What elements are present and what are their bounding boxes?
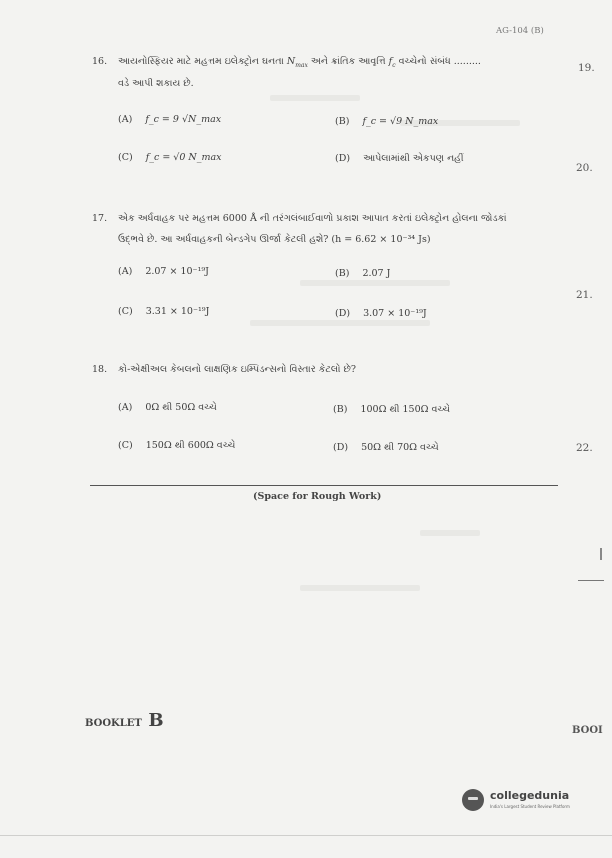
watermark-brand: collegedunia [490, 789, 570, 802]
bleed-through-mark [250, 320, 430, 326]
option-label: (A) [118, 266, 133, 277]
option-text: 3.07 × 10⁻¹⁹J [363, 308, 427, 319]
watermark-tagline: India's Largest Student Review Platform [490, 804, 570, 809]
q17-option-a[interactable] [118, 266, 209, 277]
question-18-text: કો-એક્ષીઅલ કેબલનો લાક્ષણિક ઇમ્પિડન્સનો વિસ્તાર કેટલો છે? [118, 364, 356, 375]
option-label: (D) [333, 442, 349, 453]
option-label: (B) [335, 116, 350, 127]
q17-option-c[interactable] [118, 306, 209, 317]
q17-option-b[interactable] [335, 268, 390, 279]
question-16-text-part3: વચ્ચેનો સંબંધ ......... [398, 56, 481, 67]
option-text: 0Ω થી 50Ω વચ્ચે [145, 402, 217, 413]
option-text: આપેલામાંથી એકપણ નહીં [363, 153, 464, 164]
option-label: (A) [118, 114, 133, 125]
option-text: 2.07 J [362, 268, 391, 279]
edge-mark [578, 580, 604, 581]
option-label: (C) [118, 152, 133, 163]
next-page-booklet-edge: BOOI [572, 725, 603, 736]
option-label: (B) [333, 404, 348, 415]
paper-code: AG-104 (B) [496, 26, 544, 36]
collegedunia-logo-icon [462, 789, 484, 811]
option-text: f_c = √0 N_max [145, 152, 222, 163]
option-label: (A) [118, 402, 133, 413]
booklet-word: BOOKLET [85, 718, 142, 729]
bleed-through-mark [420, 530, 480, 536]
option-text: f_c = 9 √N_max [145, 114, 222, 125]
q16-option-d[interactable] [335, 153, 464, 164]
nmax-sub: max [295, 61, 308, 69]
q16-option-a[interactable] [118, 114, 221, 125]
edge-mark [600, 548, 602, 560]
option-text: f_c = √9 N_max [362, 116, 439, 127]
option-text: 100Ω થી 150Ω વચ્ચે [360, 404, 451, 415]
page-bottom-edge [0, 835, 612, 836]
fc-symbol [389, 56, 396, 67]
question-16-text [118, 55, 481, 73]
option-label: (D) [335, 308, 351, 319]
q18-option-d[interactable] [333, 442, 439, 453]
question-16-text-part1: આયનોસ્ફિયર માટે મહત્તમ ઇલેક્ટ્રોન ઘનતા [118, 56, 284, 67]
bleed-through-mark [300, 280, 450, 286]
q18-option-b[interactable] [333, 404, 450, 415]
option-label: (C) [118, 440, 133, 451]
q17-option-d[interactable] [335, 308, 427, 319]
bleed-through-mark [270, 95, 360, 101]
option-label: (C) [118, 306, 133, 317]
margin-number: 20. [576, 162, 593, 174]
collegedunia-watermark [462, 786, 582, 816]
rough-work-label: (Space for Rough Work) [253, 491, 382, 502]
question-17-number: 17. [92, 213, 108, 224]
question-16-text-line2: વડે આપી શકાય છે. [118, 78, 194, 89]
q16-option-c[interactable] [118, 152, 222, 163]
booklet-letter: B [148, 710, 164, 731]
option-label: (B) [335, 268, 350, 279]
q18-option-a[interactable] [118, 402, 217, 413]
q16-option-b[interactable] [335, 116, 438, 127]
q18-option-c[interactable] [118, 440, 235, 451]
question-16-text-part2: અને ક્રાંતિક આવૃત્તિ [310, 56, 386, 67]
option-text: 50Ω થી 70Ω વચ્ચે [361, 442, 439, 453]
option-text: 2.07 × 10⁻¹⁹J [145, 266, 209, 277]
fc-sub: c [392, 61, 396, 69]
question-16-number: 16. [92, 56, 108, 67]
question-17-text-line1: એક અર્ધવાહક પર મહત્તમ 6000 Å ની તરંગલંબાઈવાળો પ્રકાશ આપાત કરતાં ઇલેક્ટ્રોન હોલના જોડકાં [118, 213, 507, 224]
nmax-symbol [287, 56, 308, 67]
booklet-label [85, 710, 164, 731]
bleed-through-mark [300, 585, 420, 591]
fc-letter: f [388, 56, 393, 67]
rough-work-divider [90, 485, 558, 486]
question-18-number: 18. [92, 364, 108, 375]
margin-number: 22. [576, 442, 593, 454]
nmax-letter: N [286, 56, 296, 67]
option-label: (D) [335, 153, 351, 164]
question-17-text-line2: ઉદ્ભવે છે. આ અર્ધવાહકની બેન્ડગેપ ઊર્જા કેટલી હશે? (h = 6.62 × 10⁻³⁴ Js) [118, 234, 431, 245]
margin-number: 21. [576, 289, 593, 301]
margin-number: 19. [578, 62, 595, 74]
option-text: 3.31 × 10⁻¹⁹J [145, 306, 210, 317]
option-text: 150Ω થી 600Ω વચ્ચે [145, 440, 236, 451]
